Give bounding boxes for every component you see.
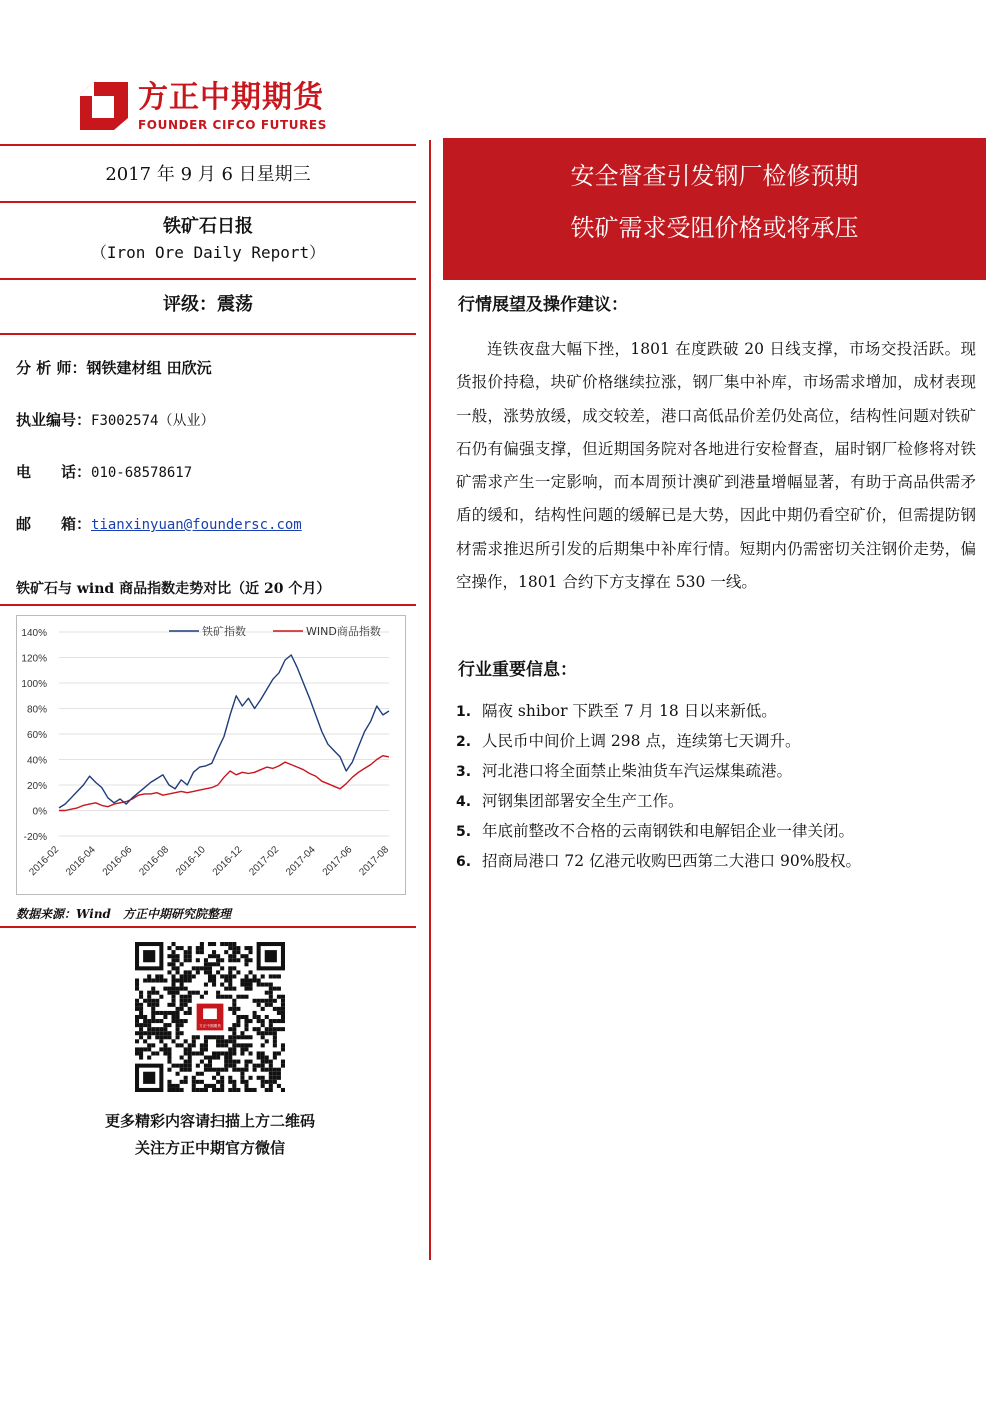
list-item xyxy=(456,698,976,728)
chart-svg xyxy=(17,616,405,894)
list-item xyxy=(456,788,976,818)
phone-value: 010-68578617 xyxy=(91,465,193,481)
analyst-value: 钢铁建材组 田欣沅 xyxy=(86,359,212,377)
qr-code-icon[interactable] xyxy=(134,942,286,1092)
list-item xyxy=(456,848,976,878)
y-tick-label: 0% xyxy=(32,806,47,818)
x-tick-label: 2017-08 xyxy=(357,844,392,879)
headline-banner xyxy=(443,138,986,280)
x-tick-label: 2016-06 xyxy=(100,844,135,879)
x-tick-label: 2016-02 xyxy=(27,844,62,879)
divider xyxy=(0,926,416,928)
x-tick-label: 2017-04 xyxy=(284,844,318,879)
divider xyxy=(0,604,416,606)
analyst-label: 分 析 师： xyxy=(16,359,87,377)
email-label: 邮 箱： xyxy=(16,515,92,533)
report-title-en: （Iron Ore Daily Report） xyxy=(90,243,326,262)
y-tick-label: 140% xyxy=(21,628,47,639)
news-list xyxy=(456,698,976,878)
news-text: 人民币中间价上调 298 点，连续第七天调升。 xyxy=(482,732,801,750)
news-number: 5. xyxy=(456,824,472,840)
y-tick-label: 20% xyxy=(26,781,47,792)
list-item xyxy=(456,758,976,788)
headline-line-2: 铁矿需求受阻价格或将承压 xyxy=(570,214,859,242)
news-number: 1. xyxy=(456,704,472,720)
phone-row xyxy=(16,461,192,482)
email-row xyxy=(16,513,302,534)
y-tick-label: 60% xyxy=(26,730,47,741)
x-tick-label: 2016-08 xyxy=(137,844,172,879)
brand-name-en: FOUNDER CIFCO FUTURES xyxy=(138,118,327,132)
news-number: 6. xyxy=(456,854,472,870)
news-title: 行业重要信息： xyxy=(458,660,577,680)
y-tick-label: 80% xyxy=(26,704,47,716)
report-date: 2017 年 9 月 6 日星期三 xyxy=(105,164,311,185)
divider xyxy=(0,333,416,335)
headline-line-1: 安全督查引发钢厂检修预期 xyxy=(570,162,859,190)
y-tick-label: 40% xyxy=(26,755,47,767)
founder-logo-icon xyxy=(78,80,130,132)
license-value: F3002574（从业） xyxy=(91,413,215,429)
divider xyxy=(0,278,416,280)
rating: 评级：震荡 xyxy=(163,294,253,315)
qr-logo-label xyxy=(199,1023,221,1028)
news-number: 2. xyxy=(456,734,472,750)
legend-label: 铁矿指数 xyxy=(202,625,246,638)
news-text: 年底前整改不合格的云南钢铁和电解铝企业一律关闭。 xyxy=(482,822,855,840)
y-tick-label: 100% xyxy=(21,679,47,690)
series-line xyxy=(59,756,389,811)
x-tick-label: 2017-06 xyxy=(320,844,355,879)
news-number: 3. xyxy=(456,764,472,780)
line-chart xyxy=(16,615,406,895)
news-text: 招商局港口 72 亿港元收购巴西第二大港口 90%股权。 xyxy=(482,852,861,870)
divider xyxy=(0,201,416,203)
list-item xyxy=(456,728,976,758)
phone-label: 电 话： xyxy=(16,463,92,481)
news-text: 河钢集团部署安全生产工作。 xyxy=(482,792,684,810)
news-text: 河北港口将全面禁止柴油货车汽运煤集疏港。 xyxy=(482,762,793,780)
outlook-title: 行情展望及操作建议： xyxy=(458,295,628,315)
x-tick-label: 2017-02 xyxy=(247,844,282,879)
report-title-cn: 铁矿石日报 xyxy=(163,216,253,237)
column-divider xyxy=(429,140,431,1260)
email-link[interactable]: tianxinyuan@foundersc.com xyxy=(91,517,302,533)
y-tick-label: 120% xyxy=(21,653,47,665)
chart-title: 铁矿石与 wind 商品指数走势对比（近 20 个月） xyxy=(16,581,331,597)
news-text: 隔夜 shibor 下跌至 7 月 18 日以来新低。 xyxy=(482,702,777,720)
divider xyxy=(0,144,416,146)
news-number: 4. xyxy=(456,794,472,810)
y-tick-label: -20% xyxy=(23,832,47,843)
company-logo xyxy=(78,80,358,136)
x-tick-label: 2016-12 xyxy=(210,844,245,879)
x-tick-label: 2016-10 xyxy=(174,844,208,879)
brand-name-cn: 方正中期期货 xyxy=(138,80,324,115)
x-tick-label: 2016-04 xyxy=(64,844,98,879)
legend-label: WIND商品指数 xyxy=(306,625,381,638)
outlook-body: 连铁夜盘大幅下挫，1801 在度跌破 20 日线支撑，市场交投活跃。现货报价持稳，块矿价格继续拉涨，钢厂集中补库，市场需求增加，成材表现一般，涨势放缓，成交较差，港口高低品价差仍处高位，结构性问题对铁矿石仍有偏强支撑，但近期国务院对各地进行安检督查，届时钢厂检修将对铁矿需求产生一定影响，而本周预计澳矿到港量增幅显著，有助于高品供需矛盾的缓和，结构性问题的缓解已是大势，因此中期仍看空矿价，但需提防钢材需求推迟所引发的后期集中补库行情。短期内仍需密切关注钢价走势，偏空操作，1801 合约下方支撑在 530 一线。 xyxy=(456,340,976,592)
qr-caption-1: 更多精彩内容请扫描上方二维码 xyxy=(104,1112,315,1130)
license-label: 执业编号： xyxy=(16,411,92,429)
analyst-row xyxy=(16,357,212,378)
license-row xyxy=(16,409,214,430)
data-source: 数据来源：Wind 方正中期研究院整理 xyxy=(16,907,231,921)
list-item xyxy=(456,818,976,848)
qr-caption-2: 关注方正中期官方微信 xyxy=(134,1139,285,1157)
